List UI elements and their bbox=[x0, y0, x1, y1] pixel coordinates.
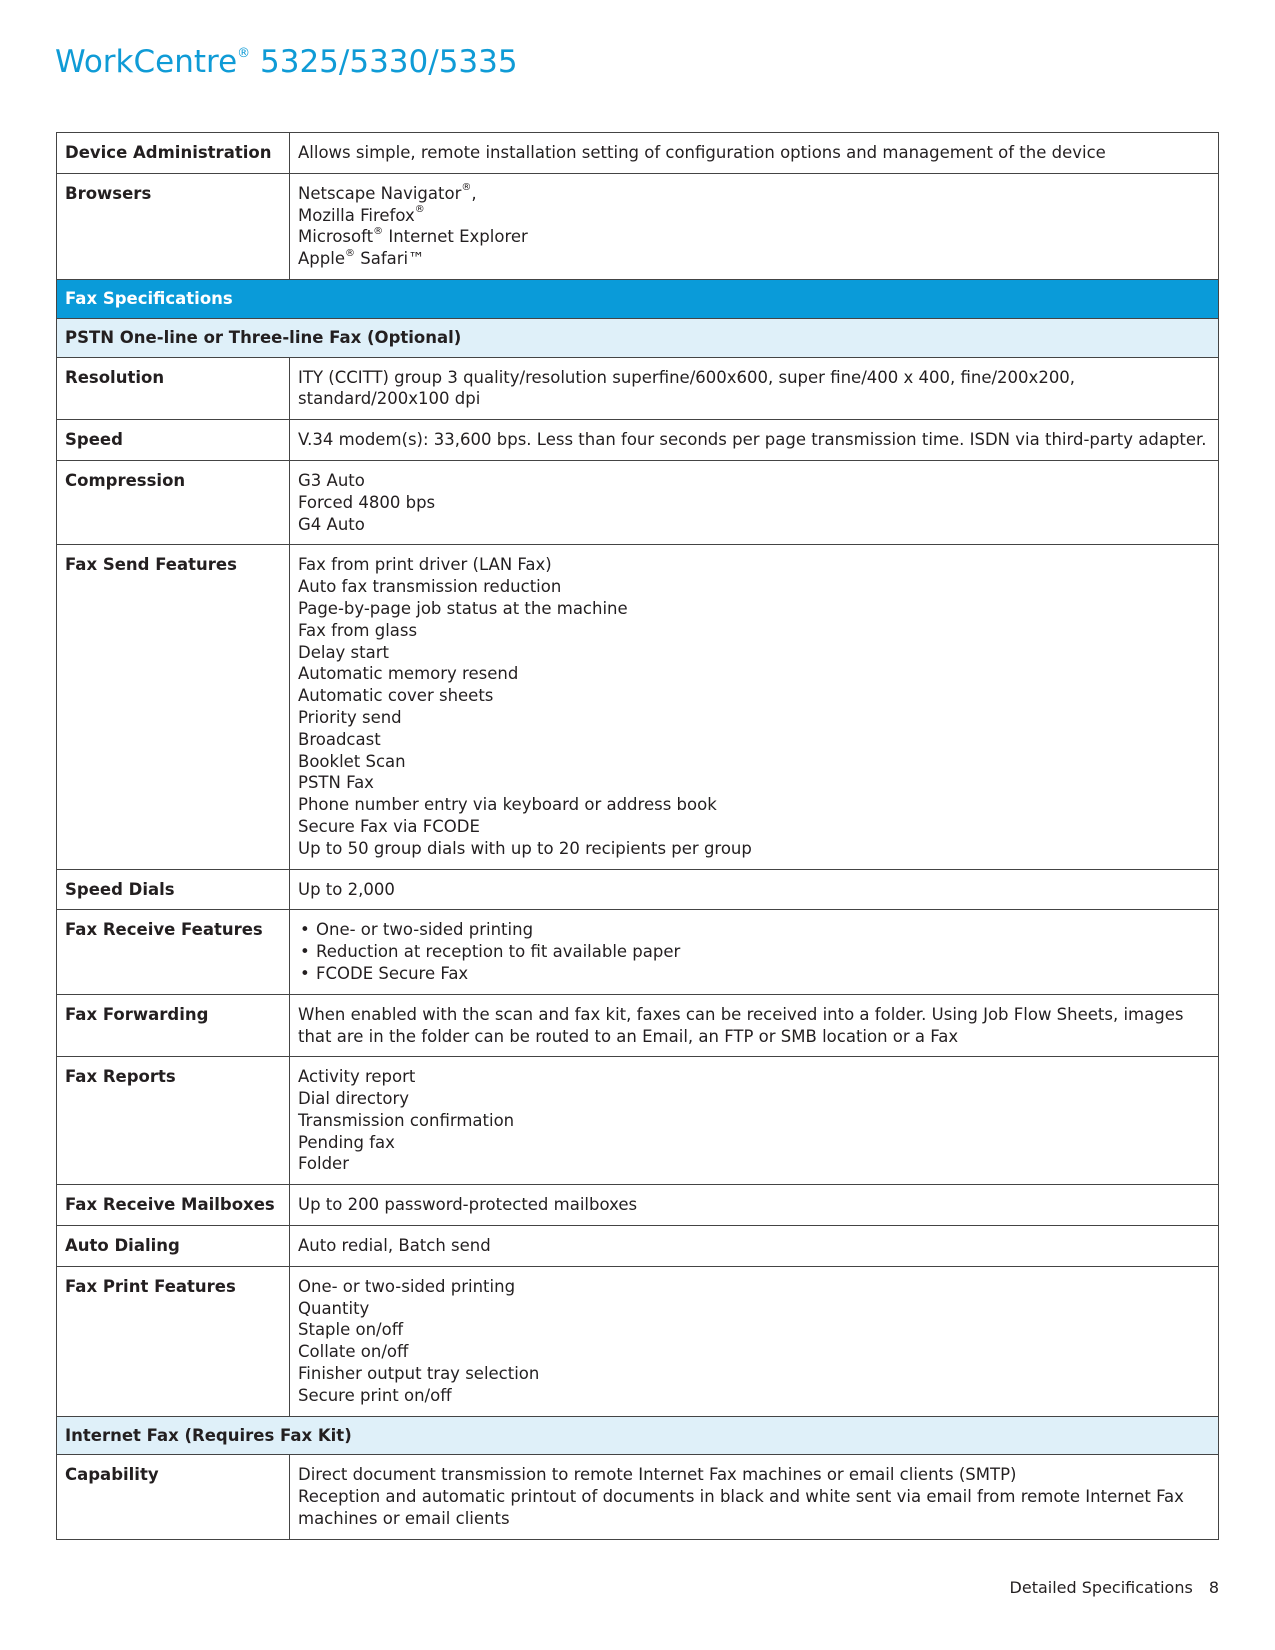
list-item: G3 Auto bbox=[298, 470, 365, 490]
row-label: Browsers bbox=[57, 173, 290, 279]
title-brand: WorkCentre bbox=[55, 44, 238, 80]
title-models: 5325/5330/5335 bbox=[260, 44, 518, 80]
list-item: Activity report bbox=[298, 1067, 416, 1087]
bullet-item: • FCODE Secure Fax bbox=[298, 963, 1210, 985]
list-item: PSTN Fax bbox=[298, 773, 374, 793]
table-row-browsers bbox=[57, 173, 1219, 279]
list-item: Pending fax bbox=[298, 1132, 395, 1152]
table-row-speed bbox=[57, 420, 1219, 461]
table-row-fax-print-features bbox=[57, 1266, 1219, 1416]
list-item: Fax from print driver (LAN Fax) bbox=[298, 555, 552, 575]
list-item: Priority send bbox=[298, 707, 402, 727]
row-label: Auto Dialing bbox=[57, 1226, 290, 1267]
row-value: Allows simple, remote installation setting of configuration options and management of the device bbox=[290, 133, 1219, 174]
table-row-fax-send-features bbox=[57, 545, 1219, 869]
row-value bbox=[290, 460, 1219, 544]
row-label: Compression bbox=[57, 460, 290, 544]
browser-item: Apple® Safari™ bbox=[298, 247, 425, 269]
page-footer bbox=[1010, 1578, 1219, 1597]
row-value bbox=[290, 1057, 1219, 1185]
row-value bbox=[290, 1455, 1219, 1539]
list-item: Broadcast bbox=[298, 729, 381, 749]
page-number: 8 bbox=[1208, 1578, 1219, 1597]
browser-item: Mozilla Firefox® bbox=[298, 204, 425, 225]
row-label: Fax Print Features bbox=[57, 1266, 290, 1416]
browser-item: Microsoft® Internet Explorer bbox=[298, 225, 528, 247]
bullet-list bbox=[298, 919, 1210, 984]
row-value: ITY (CCITT) group 3 quality/resolution superfine/600x600, super fine/400 x 400, fine/200x200, standard/200x100 dpi bbox=[290, 357, 1219, 420]
section-title: Fax Specifications bbox=[57, 279, 1219, 318]
list-item: Page-by-page job status at the machine bbox=[298, 598, 628, 618]
row-label: Resolution bbox=[57, 357, 290, 420]
specifications-table bbox=[56, 132, 1219, 1540]
row-label: Fax Reports bbox=[57, 1057, 290, 1185]
table-row-speed-dials bbox=[57, 869, 1219, 910]
list-item: Fax from glass bbox=[298, 620, 418, 640]
list-item: Dial directory bbox=[298, 1089, 410, 1109]
table-row-compression bbox=[57, 460, 1219, 544]
row-value: Up to 200 password-protected mailboxes bbox=[290, 1185, 1219, 1226]
table-row-fax-receive-features bbox=[57, 910, 1219, 994]
row-label: Speed Dials bbox=[57, 869, 290, 910]
row-label: Fax Forwarding bbox=[57, 994, 290, 1057]
footer-section-name: Detailed Specifications bbox=[1009, 1578, 1193, 1597]
list-item: Booklet Scan bbox=[298, 751, 406, 771]
list-item: Auto fax transmission reduction bbox=[298, 577, 562, 597]
row-label: Capability bbox=[57, 1455, 290, 1539]
bullet-item: • One- or two-sided printing bbox=[298, 919, 1210, 941]
table-row-capability bbox=[57, 1455, 1219, 1539]
table-row-device-administration bbox=[57, 133, 1219, 174]
row-label: Device Administration bbox=[57, 133, 290, 174]
row-label: Fax Receive Mailboxes bbox=[57, 1185, 290, 1226]
list-item: Up to 50 group dials with up to 20 recipients per group bbox=[298, 838, 752, 858]
list-item: Automatic memory resend bbox=[298, 664, 519, 684]
row-value: Auto redial, Batch send bbox=[290, 1226, 1219, 1267]
row-label: Fax Send Features bbox=[57, 545, 290, 869]
row-value bbox=[290, 910, 1219, 994]
subsection-title: PSTN One-line or Three-line Fax (Optional) bbox=[57, 318, 1219, 357]
subsection-title: Internet Fax (Requires Fax Kit) bbox=[57, 1416, 1219, 1455]
row-value: Up to 2,000 bbox=[290, 869, 1219, 910]
list-item: Secure print on/off bbox=[298, 1385, 452, 1405]
row-label: Speed bbox=[57, 420, 290, 461]
table-row-fax-forwarding bbox=[57, 994, 1219, 1057]
list-item: Folder bbox=[298, 1154, 349, 1174]
list-item: Reception and automatic printout of documents in black and white sent via email from remote Internet Fax machines or email clients bbox=[298, 1487, 1184, 1529]
list-item: Direct document transmission to remote Internet Fax machines or email clients (SMTP) bbox=[298, 1465, 1017, 1485]
row-value bbox=[290, 545, 1219, 869]
table-row-fax-reports bbox=[57, 1057, 1219, 1185]
list-item: Finisher output tray selection bbox=[298, 1364, 540, 1384]
subsection-header-internet-fax bbox=[57, 1416, 1219, 1455]
list-item: One- or two-sided printing bbox=[298, 1276, 516, 1296]
row-value bbox=[290, 173, 1219, 279]
list-item: G4 Auto bbox=[298, 514, 365, 534]
row-value: V.34 modem(s): 33,600 bps. Less than four seconds per page transmission time. ISDN via third-party adapter. bbox=[290, 420, 1219, 461]
list-item: Collate on/off bbox=[298, 1342, 409, 1362]
list-item: Forced 4800 bps bbox=[298, 492, 436, 512]
section-header-fax-specifications bbox=[57, 279, 1219, 318]
row-value: When enabled with the scan and fax kit, faxes can be received into a folder. Using Job Flow Sheets, images that are in the folder can be routed to an Email, an FTP or SMB location or a Fax bbox=[290, 994, 1219, 1057]
list-item: Secure Fax via FCODE bbox=[298, 816, 480, 836]
subsection-header-pstn bbox=[57, 318, 1219, 357]
bullet-item: • Reduction at reception to fit available paper bbox=[298, 941, 1210, 963]
row-value bbox=[290, 1266, 1219, 1416]
list-item: Staple on/off bbox=[298, 1320, 404, 1340]
table-row-fax-receive-mailboxes bbox=[57, 1185, 1219, 1226]
list-item: Transmission confirmation bbox=[298, 1110, 515, 1130]
row-label: Fax Receive Features bbox=[57, 910, 290, 994]
table-row-auto-dialing bbox=[57, 1226, 1219, 1267]
registered-mark: ® bbox=[237, 45, 251, 61]
page-title bbox=[55, 44, 518, 80]
table-row-resolution bbox=[57, 357, 1219, 420]
list-item: Automatic cover sheets bbox=[298, 686, 494, 706]
list-item: Phone number entry via keyboard or address book bbox=[298, 795, 717, 815]
list-item: Delay start bbox=[298, 642, 389, 662]
browser-item: Netscape Navigator®, bbox=[298, 182, 477, 203]
list-item: Quantity bbox=[298, 1298, 370, 1318]
